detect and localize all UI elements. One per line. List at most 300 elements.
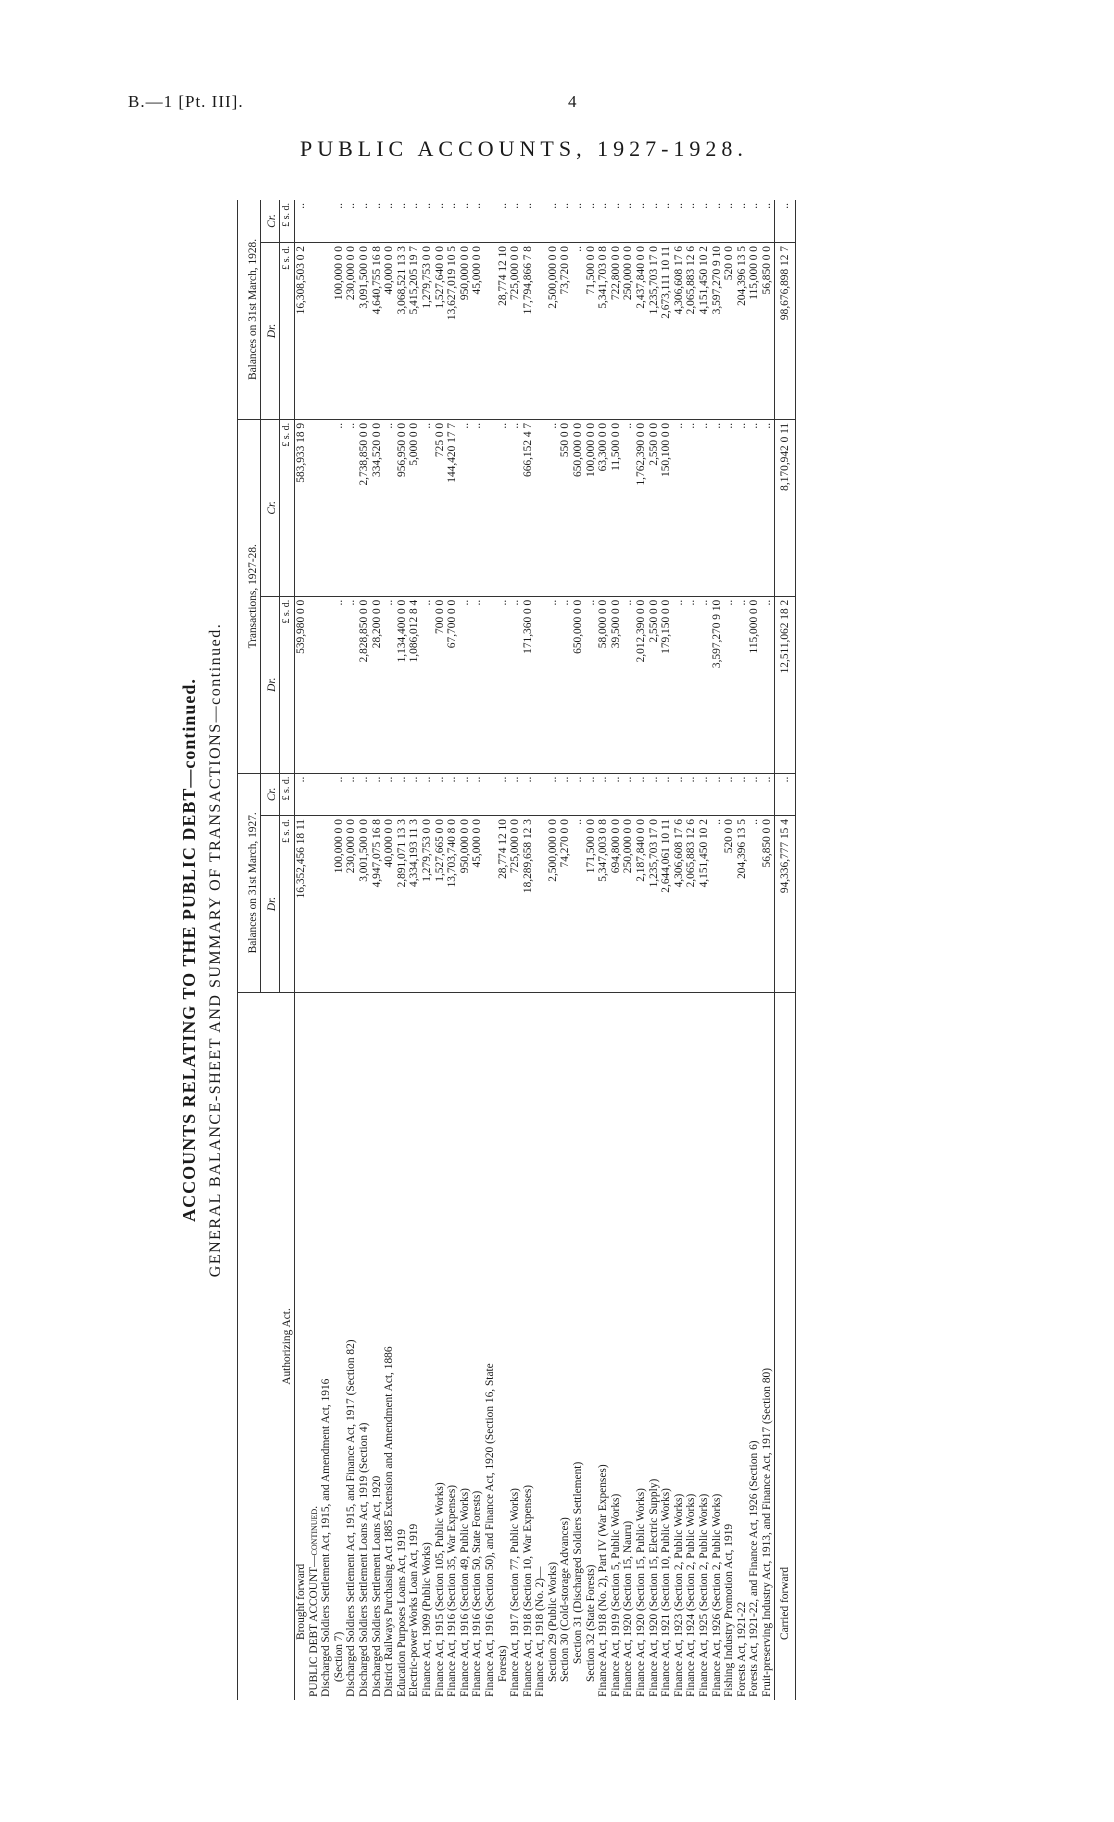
- amount-cell-b28dr: 4,640,755 16 8: [371, 243, 384, 420]
- amount-cell-b28dr: [534, 243, 547, 420]
- amount-cell-b27dr: 18,289,658 12 3: [522, 816, 535, 993]
- authorizing-act-cell: Finance Act, 1916 (Section 35, War Expenses): [446, 1484, 459, 1697]
- amount-cell-tcr: 144,420 17 7: [446, 419, 459, 596]
- amount-cell-b27cr: ..: [559, 773, 572, 815]
- amount-cell-b27cr: ..: [761, 773, 774, 815]
- amount-cell-b28dr: 4,151,450 10 2: [698, 243, 711, 420]
- amount-cell-tdr: ..: [471, 596, 484, 773]
- amount-cell-b27cr: ..: [698, 773, 711, 815]
- amount-cell-tdr: [484, 596, 497, 773]
- amount-cell-b28cr: ..: [522, 200, 535, 243]
- authorizing-act-cell: Finance Act, 1916 (Section 50, State Forests): [471, 1490, 484, 1697]
- amount-cell-b28cr: ..: [736, 200, 749, 243]
- table-row: [585, 200, 598, 1700]
- amount-cell-tdr: 171,360 0 0: [522, 596, 535, 773]
- table-row: [660, 200, 673, 1700]
- amount-cell-b28cr: ..: [471, 200, 484, 243]
- amount-cell-b27dr: 1,235,703 17 0: [648, 816, 661, 993]
- col-unit: £ s. d.: [280, 596, 295, 773]
- amount-cell-b27dr: 4,947,075 16 8: [371, 816, 384, 993]
- amount-cell-b27cr: ..: [459, 773, 472, 815]
- authorizing-act-cell: Brought forward: [295, 1563, 307, 1640]
- authorizing-act-cell: Finance Act, 1926 (Section 2, Public Works): [710, 1493, 723, 1697]
- amount-cell-tdr: ..: [547, 596, 560, 773]
- amount-cell-tdr: 3,597,270 9 10: [711, 596, 724, 773]
- table-row: [572, 200, 585, 1700]
- amount-cell-b28dr: 40,000 0 0: [383, 243, 396, 420]
- amount-cell-b27cr: ..: [711, 773, 724, 815]
- authorizing-act-cell: Discharged Soldiers Settlement Act, 1915, and Amendment Act, 1916: [320, 1378, 333, 1697]
- amount-cell-tdr: ..: [585, 596, 598, 773]
- amount-cell-b27dr: 694,800 0 0: [610, 816, 623, 993]
- amount-cell-tdr: ..: [723, 596, 736, 773]
- amount-cell-b28dr: 3,068,521 13 3: [396, 243, 409, 420]
- table-row: [559, 200, 572, 1700]
- amount-cell-b28dr: 204,396 13 5: [736, 243, 749, 420]
- amount-cell-tcr: 63,300 0 0: [597, 419, 610, 596]
- amount-cell-b28dr: 722,800 0 0: [610, 243, 623, 420]
- table-row: [497, 200, 510, 1700]
- amount-cell-b28dr: 115,000 0 0: [748, 243, 761, 420]
- amount-cell-tcr: 11,500 0 0: [610, 419, 623, 596]
- amount-cell-tdr: 28,200 0 0: [371, 596, 384, 773]
- amount-cell-tcr: ..: [711, 419, 724, 596]
- amount-cell-tcr: ..: [622, 419, 635, 596]
- amount-cell-tcr: [308, 419, 321, 596]
- amount-cell-tcr: ..: [459, 419, 472, 596]
- table-row: [383, 200, 396, 1700]
- amount-cell-b28dr: [484, 243, 497, 420]
- page-section-code: B.—1 [Pt. III].: [128, 92, 244, 111]
- col-header-dr: Dr.: [261, 816, 280, 993]
- amount-cell-tcr: ..: [497, 419, 510, 596]
- amount-cell-tdr: 1,134,400 0 0: [396, 596, 409, 773]
- amount-cell-b27cr: ..: [522, 773, 535, 815]
- table-row: [685, 200, 698, 1700]
- amount-cell-b28dr: 1,527,640 0 0: [434, 243, 447, 420]
- amount-cell-b27cr: ..: [597, 773, 610, 815]
- authorizing-act-cell: Finance Act, 1919 (Section 5, Public Works): [609, 1493, 622, 1697]
- amount-cell-tdr: ..: [383, 596, 396, 773]
- amount-cell-b28dr: 2,065,883 12 6: [685, 243, 698, 420]
- amount-cell-b27cr: [308, 773, 321, 815]
- amount-cell-b28dr: 28,774 12 10: [497, 243, 510, 420]
- col-header-cr: Cr.: [261, 419, 280, 596]
- amount-cell-b28dr: 1,279,753 0 0: [421, 243, 434, 420]
- authorizing-act-cell: Discharged Soldiers Settlement Loans Act, 1919 (Section 4): [357, 1422, 370, 1697]
- amount-cell-tcr: ..: [761, 419, 774, 596]
- amount-cell-b27cr: ..: [748, 773, 761, 815]
- table-row: [748, 200, 761, 1700]
- col-header-dr: Dr.: [261, 596, 280, 773]
- amount-cell-tcr: 2,738,850 0 0: [358, 419, 371, 596]
- amount-cell-b28cr: ..: [434, 200, 447, 243]
- amount-cell-b28cr: ..: [774, 200, 796, 243]
- col-unit: £ s. d.: [280, 816, 295, 993]
- amount-cell-b27dr: ..: [748, 816, 761, 993]
- amount-cell-b28dr: [308, 243, 321, 420]
- amount-cell-tcr: 725 0 0: [434, 419, 447, 596]
- authorizing-act-cell: (Section 7): [332, 1631, 345, 1682]
- amount-cell-b27dr: 950,000 0 0: [459, 816, 472, 993]
- table-row: [459, 200, 472, 1700]
- amount-cell-b27dr: [484, 816, 497, 993]
- amount-cell-b28cr: ..: [748, 200, 761, 243]
- amount-cell-b27dr: 4,151,450 10 2: [698, 816, 711, 993]
- amount-cell-tcr: ..: [723, 419, 736, 596]
- amount-cell-b28cr: ..: [610, 200, 623, 243]
- amount-cell-b28cr: ..: [509, 200, 522, 243]
- amount-cell-b28cr: ..: [446, 200, 459, 243]
- amount-cell-tdr: ..: [685, 596, 698, 773]
- authorizing-act-cell: District Railways Purchasing Act 1885 Extension and Amendment Act, 1886: [383, 1346, 396, 1697]
- col-header-cr: Cr.: [261, 773, 280, 815]
- amount-cell-b28cr: [534, 200, 547, 243]
- amount-cell-b27cr: ..: [434, 773, 447, 815]
- amount-cell-b27dr: 2,644,061 10 11: [660, 816, 673, 993]
- amount-cell-b27cr: ..: [572, 773, 585, 815]
- page-title: PUBLIC ACCOUNTS, 1927-1928.: [300, 136, 748, 161]
- amount-cell-b27dr: [308, 816, 321, 993]
- authorizing-act-cell: Section 32 (State Forests): [584, 1564, 597, 1682]
- authorizing-act-cell: Finance Act, 1916 (Section 50), and Finance Act, 1920 (Section 16, State: [483, 1363, 496, 1697]
- amount-cell-b27cr: ..: [736, 773, 749, 815]
- authorizing-act-cell: Finance Act, 1924 (Section 2, Public Works): [685, 1493, 698, 1697]
- amount-cell-b28dr: 250,000 0 0: [622, 243, 635, 420]
- col-unit: £ s. d.: [280, 200, 295, 243]
- table-row: [698, 200, 711, 1700]
- amount-cell-b27cr: ..: [673, 773, 686, 815]
- amount-cell-b28cr: ..: [333, 200, 346, 243]
- amount-cell-b27dr: ..: [572, 816, 585, 993]
- authorizing-act-cell: Section 31 (Discharged Soldiers Settlement): [572, 1461, 585, 1664]
- amount-cell-tdr: [308, 596, 321, 773]
- amount-cell-b28dr: [320, 243, 333, 420]
- col-unit: £ s. d.: [280, 243, 295, 420]
- amount-cell-b28dr: 13,627,019 10 5: [446, 243, 459, 420]
- amount-cell-b28cr: [320, 200, 333, 243]
- amount-cell-tdr: 650,000 0 0: [572, 596, 585, 773]
- amount-cell-tdr: [320, 596, 333, 773]
- table-row: [446, 200, 459, 1700]
- rotated-table-content: [175, 200, 935, 1700]
- amount-cell-b28cr: ..: [585, 200, 598, 243]
- amount-cell-b28dr: 725,000 0 0: [509, 243, 522, 420]
- amount-cell-b27cr: [320, 773, 333, 815]
- authorizing-act-cell: Forests Act, 1921-22, and Finance Act, 1926 (Section 6): [748, 1440, 761, 1697]
- amount-cell-b28cr: ..: [660, 200, 673, 243]
- table-row: [534, 200, 547, 1700]
- authorizing-act-cell: Section 30 (Cold-storage Advances): [559, 1517, 572, 1682]
- amount-cell-b28dr: 2,500,000 0 0: [547, 243, 560, 420]
- amount-cell-tdr: ..: [761, 596, 774, 773]
- authorizing-act-cell: Section 29 (Public Works): [546, 1561, 559, 1682]
- amount-cell-b27dr: 520 0 0: [723, 816, 736, 993]
- amount-cell-tdr: ..: [509, 596, 522, 773]
- amount-cell-tdr: 539,980 0 0: [295, 596, 308, 773]
- amount-cell-b27dr: ..: [711, 816, 724, 993]
- authorizing-act-cell: Finance Act, 1921 (Section 10, Public Works): [660, 1488, 673, 1697]
- amount-cell-b27dr: 4,306,608 17 6: [673, 816, 686, 993]
- amount-cell-tcr: ..: [736, 419, 749, 596]
- amount-cell-b27cr: ..: [622, 773, 635, 815]
- table-row: [522, 200, 535, 1700]
- amount-cell-tdr: 115,000 0 0: [748, 596, 761, 773]
- table-row: [736, 200, 749, 1700]
- amount-cell-tcr: [320, 419, 333, 596]
- authorizing-act-cell: Education Purposes Loans Act, 1919: [395, 1529, 408, 1697]
- amount-cell-tdr: ..: [673, 596, 686, 773]
- table-row: [761, 200, 774, 1700]
- authorizing-act-cell: Finance Act, 1915 (Section 105, Public Works): [433, 1482, 446, 1697]
- amount-cell-b27dr: 28,774 12 10: [497, 816, 510, 993]
- amount-cell-tdr: ..: [421, 596, 434, 773]
- col-header-balance-1928: Balances on 31st March, 1928.: [238, 200, 261, 419]
- amount-cell-tcr: ..: [421, 419, 434, 596]
- amount-cell-b28dr: 73,720 0 0: [559, 243, 572, 420]
- authorizing-act-cell: Finance Act, 1918 (No. 2), Part IV (War Expenses): [597, 1464, 610, 1697]
- amount-cell-b28cr: ..: [396, 200, 409, 243]
- amount-cell-tdr: 39,500 0 0: [610, 596, 623, 773]
- amount-cell-b28dr: 100,000 0 0: [333, 243, 346, 420]
- amount-cell-b27dr: 2,891,071 13 3: [396, 816, 409, 993]
- table-row: [308, 200, 321, 1700]
- amount-cell-b27dr: [320, 816, 333, 993]
- amount-cell-tcr: 334,520 0 0: [371, 419, 384, 596]
- amount-cell-b28dr: 98,676,898 12 7: [774, 243, 796, 420]
- authorizing-act-cell: Discharged Soldiers Settlement Act, 1915, and Finance Act, 1917 (Section 82): [345, 1339, 358, 1697]
- amount-cell-b27cr: ..: [635, 773, 648, 815]
- authorizing-act-cell: Discharged Soldiers Settlement Loans Act, 1920: [370, 1475, 383, 1697]
- amount-cell-b27cr: ..: [371, 773, 384, 815]
- amount-cell-tcr: ..: [471, 419, 484, 596]
- authorizing-act-cell: Finance Act, 1923 (Section 2, Public Works): [672, 1493, 685, 1697]
- amount-cell-b27dr: 1,279,753 0 0: [421, 816, 434, 993]
- rotated-table-frame: [175, 200, 935, 1700]
- amount-cell-b28dr: 45,000 0 0: [471, 243, 484, 420]
- amount-cell-b28dr: 17,794,866 7 8: [522, 243, 535, 420]
- amount-cell-tcr: 5,000 0 0: [408, 419, 421, 596]
- amount-cell-tdr: ..: [559, 596, 572, 773]
- amount-cell-b27dr: 1,527,665 0 0: [434, 816, 447, 993]
- amount-cell-tcr: ..: [509, 419, 522, 596]
- amount-cell-tcr: 550 0 0: [559, 419, 572, 596]
- table-row: [320, 200, 333, 1700]
- amount-cell-b28dr: 56,850 0 0: [761, 243, 774, 420]
- col-header-act: Authorizing Act.: [238, 992, 295, 1700]
- amount-cell-b27dr: 40,000 0 0: [383, 816, 396, 993]
- amount-cell-tdr: 179,150 0 0: [660, 596, 673, 773]
- amount-cell-tdr: ..: [622, 596, 635, 773]
- amount-cell-tcr: ..: [685, 419, 698, 596]
- amount-cell-b27cr: ..: [648, 773, 661, 815]
- amount-cell-tcr: [534, 419, 547, 596]
- authorizing-act-cell: Forests Act, 1921-22: [735, 1601, 748, 1697]
- col-header-cr: Cr.: [261, 200, 280, 243]
- amount-cell-b28cr: ..: [673, 200, 686, 243]
- amount-cell-b28dr: ..: [572, 243, 585, 420]
- authorizing-act-cell: Finance Act, 1920 (Section 15, Electric Supply): [647, 1478, 660, 1697]
- amount-cell-tcr: ..: [748, 419, 761, 596]
- amount-cell-b27dr: 204,396 13 5: [736, 816, 749, 993]
- amount-cell-b27cr: ..: [471, 773, 484, 815]
- amount-cell-b28dr: 2,673,111 10 11: [660, 243, 673, 420]
- amount-cell-tcr: ..: [698, 419, 711, 596]
- authorizing-act-cell: Finance Act, 1920 (Section 15, Public Works): [635, 1488, 648, 1697]
- amount-cell-b27cr: ..: [660, 773, 673, 815]
- amount-cell-tcr: 100,000 0 0: [585, 419, 598, 596]
- amount-cell-tcr: [484, 419, 497, 596]
- table-row: [396, 200, 409, 1700]
- amount-cell-tdr: [534, 596, 547, 773]
- amount-cell-tcr: ..: [673, 419, 686, 596]
- amount-cell-b27cr: ..: [610, 773, 623, 815]
- amount-cell-b28cr: ..: [698, 200, 711, 243]
- amount-cell-tcr: 956,950 0 0: [396, 419, 409, 596]
- col-unit: £ s. d.: [280, 419, 295, 596]
- amount-cell-b28cr: ..: [685, 200, 698, 243]
- amount-cell-tcr: 666,152 4 7: [522, 419, 535, 596]
- amount-cell-tdr: 2,828,850 0 0: [358, 596, 371, 773]
- page-number: 4: [568, 92, 577, 111]
- amount-cell-b28dr: 71,500 0 0: [585, 243, 598, 420]
- authorizing-act-cell: Fishing Industry Promotion Act, 1919: [723, 1523, 736, 1697]
- amount-cell-b27cr: ..: [774, 773, 796, 815]
- amount-cell-b28cr: ..: [622, 200, 635, 243]
- amount-cell-b27cr: ..: [446, 773, 459, 815]
- amount-cell-b27cr: ..: [295, 773, 308, 815]
- amount-cell-b27dr: 16,352,456 18 11: [295, 816, 308, 993]
- amount-cell-b27cr: ..: [333, 773, 346, 815]
- amount-cell-b27cr: ..: [497, 773, 510, 815]
- col-header-dr: Dr.: [261, 243, 280, 420]
- amount-cell-b27dr: 13,703,740 8 0: [446, 816, 459, 993]
- table-row: [371, 200, 384, 1700]
- amount-cell-b28cr: ..: [711, 200, 724, 243]
- amount-cell-b27cr: ..: [396, 773, 409, 815]
- amount-cell-tdr: 67,700 0 0: [446, 596, 459, 773]
- amount-cell-b28dr: 1,235,703 17 0: [648, 243, 661, 420]
- amount-cell-b27cr: [534, 773, 547, 815]
- table-row: [345, 200, 358, 1700]
- amount-cell-b27cr: ..: [383, 773, 396, 815]
- amount-cell-b27dr: 2,500,000 0 0: [547, 816, 560, 993]
- table-title: ACCOUNTS RELATING TO THE PUBLIC DEBT—continued.: [179, 678, 199, 1222]
- table-row: [673, 200, 686, 1700]
- amount-cell-tdr: 1,086,012 8 4: [408, 596, 421, 773]
- authorizing-act-cell: Forests): [496, 1645, 509, 1682]
- amount-cell-b28cr: ..: [383, 200, 396, 243]
- amount-cell-b27cr: ..: [358, 773, 371, 815]
- amount-cell-tdr: 12,511,062 18 2: [774, 596, 796, 773]
- amount-cell-b27dr: 230,000 0 0: [345, 816, 358, 993]
- table-row: [648, 200, 661, 1700]
- amount-cell-b28cr: ..: [572, 200, 585, 243]
- authorizing-act-cell: Finance Act, 1918 (No. 2)—: [534, 1566, 547, 1697]
- amount-cell-b28dr: 950,000 0 0: [459, 243, 472, 420]
- amount-cell-tdr: ..: [459, 596, 472, 773]
- authorizing-act-cell: Fruit-preserving Industry Act, 1913, and Finance Act, 1917 (Section 80): [760, 1367, 773, 1697]
- amount-cell-b27cr: ..: [547, 773, 560, 815]
- table-row: [471, 200, 484, 1700]
- amount-cell-b28cr: ..: [559, 200, 572, 243]
- amount-cell-b28cr: ..: [597, 200, 610, 243]
- amount-cell-tcr: ..: [345, 419, 358, 596]
- amount-cell-b28dr: 520 0 0: [723, 243, 736, 420]
- amount-cell-b27dr: 2,065,883 12 6: [685, 816, 698, 993]
- col-header-balance-1927: Balances on 31st March, 1927.: [238, 773, 261, 992]
- authorizing-act-cell: Finance Act, 1909 (Public Works): [420, 1542, 433, 1697]
- authorizing-act-cell: Finance Act, 1916 (Section 49, Public Works): [458, 1488, 471, 1697]
- amount-cell-b28cr: ..: [761, 200, 774, 243]
- table-row: [547, 200, 560, 1700]
- amount-cell-tcr: 650,000 0 0: [572, 419, 585, 596]
- amount-cell-b28dr: 16,308,503 0 2: [295, 243, 308, 420]
- amount-cell-tcr: ..: [383, 419, 396, 596]
- table-row: [484, 200, 497, 1700]
- amount-cell-tcr: ..: [333, 419, 346, 596]
- amount-cell-b28cr: ..: [497, 200, 510, 243]
- authorizing-act-cell: Finance Act, 1925 (Section 2, Public Works): [698, 1493, 710, 1697]
- amount-cell-b28cr: ..: [547, 200, 560, 243]
- table-row: [434, 200, 447, 1700]
- amount-cell-b27dr: 171,500 0 0: [585, 816, 598, 993]
- authorizing-act-cell: Finance Act, 1920 (Section 15, Nauru): [622, 1520, 635, 1697]
- amount-cell-tdr: 700 0 0: [434, 596, 447, 773]
- amount-cell-b28cr: ..: [358, 200, 371, 243]
- amount-cell-b27dr: 250,000 0 0: [622, 816, 635, 993]
- table-row: [622, 200, 635, 1700]
- amount-cell-b28cr: ..: [421, 200, 434, 243]
- amount-cell-b28cr: ..: [648, 200, 661, 243]
- table-subtitle: GENERAL BALANCE-SHEET AND SUMMARY OF TRANSACTIONS—continued.: [207, 622, 224, 1278]
- amount-cell-b28cr: ..: [408, 200, 421, 243]
- table-row: [711, 200, 724, 1700]
- amount-cell-b28dr: 4,306,608 17 6: [673, 243, 686, 420]
- amount-cell-tcr: 583,933 18 9: [295, 419, 308, 596]
- authorizing-act-cell: Finance Act, 1918 (Section 10, War Expenses): [521, 1484, 534, 1697]
- amount-cell-b28dr: 2,437,840 0 0: [635, 243, 648, 420]
- amount-cell-tdr: ..: [736, 596, 749, 773]
- amount-cell-b28cr: ..: [345, 200, 358, 243]
- total-row: [774, 200, 796, 1700]
- table-row: [421, 200, 434, 1700]
- table-row: [333, 200, 346, 1700]
- table-row: [610, 200, 623, 1700]
- amount-cell-b27cr: ..: [509, 773, 522, 815]
- col-header-transactions: Transactions, 1927-28.: [238, 419, 261, 773]
- table-row: [635, 200, 648, 1700]
- table-row: [723, 200, 736, 1700]
- amount-cell-b28dr: 5,341,703 0 8: [597, 243, 610, 420]
- amount-cell-b27cr: ..: [585, 773, 598, 815]
- amount-cell-tcr: 150,100 0 0: [660, 419, 673, 596]
- table-row: [597, 200, 610, 1700]
- amount-cell-b27dr: 56,850 0 0: [761, 816, 774, 993]
- amount-cell-b28cr: ..: [723, 200, 736, 243]
- balance-sheet-table: [237, 200, 796, 1700]
- amount-cell-tcr: ..: [547, 419, 560, 596]
- amount-cell-tdr: 2,550 0 0: [648, 596, 661, 773]
- amount-cell-b28dr: 5,415,205 19 7: [408, 243, 421, 420]
- amount-cell-tdr: ..: [333, 596, 346, 773]
- amount-cell-b27cr: ..: [685, 773, 698, 815]
- amount-cell-b28cr: ..: [459, 200, 472, 243]
- authorizing-act-cell: PUBLIC DEBT ACCOUNT—continued.: [307, 1505, 320, 1697]
- col-unit: £ s. d.: [280, 773, 295, 815]
- amount-cell-tcr: 8,170,942 0 11: [774, 419, 796, 596]
- table-row: [408, 200, 421, 1700]
